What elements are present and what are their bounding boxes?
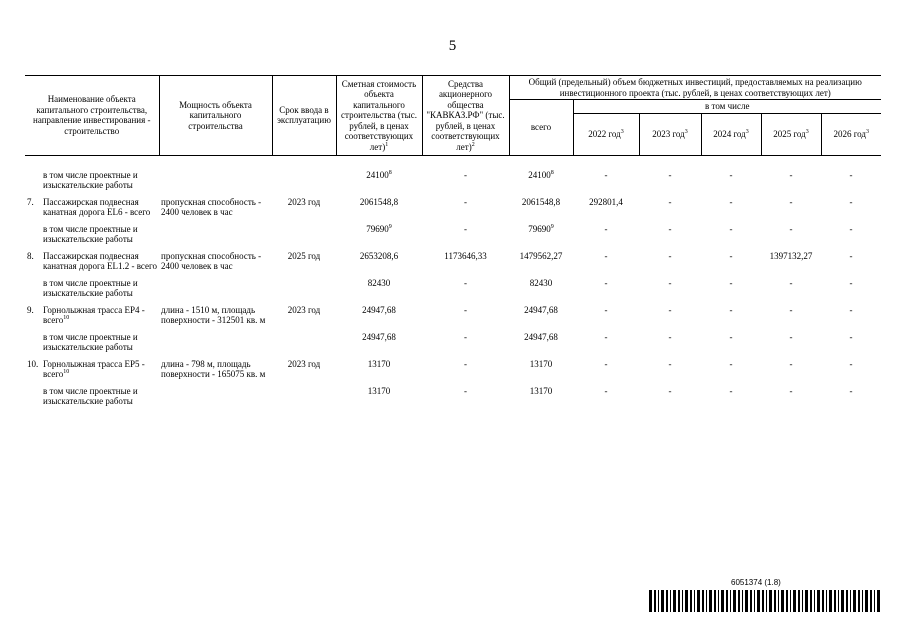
row-2022: - (604, 277, 608, 288)
row-number (25, 330, 41, 357)
header-capacity: Мощность объекта капитального строительства (159, 76, 272, 156)
row-funds: - (464, 358, 467, 369)
header-name: Наименование объекта капитального строительства, направление инвестирования - строительство (25, 76, 159, 156)
row-2024: - (729, 385, 733, 396)
row-2024: - (729, 331, 733, 342)
row-name: в том числе проектные и изыскательские работы (43, 223, 138, 244)
row-total: 82430 (529, 277, 553, 288)
row-2022: - (604, 358, 608, 369)
table-row (25, 155, 881, 195)
table-row (25, 384, 881, 411)
header-total-group: Общий (предельный) объем бюджетных инвестиций, предоставляемых на реализацию инвестиционного проекта (тыс. рублей, в ценах соответствующих лет) (509, 76, 881, 100)
header-incl: в том числе (573, 100, 881, 114)
row-capacity (159, 384, 272, 411)
row-2026: - (849, 385, 853, 396)
row-total: 13170 (529, 385, 553, 396)
row-2026: - (849, 358, 853, 369)
row-total: 13170 (529, 358, 553, 369)
row-2025: - (789, 277, 793, 288)
row-2023: - (668, 196, 672, 207)
row-2025: - (789, 304, 793, 315)
row-2024: - (729, 304, 733, 315)
header-year: 2022 год$^3$ (573, 113, 639, 155)
row-capacity (159, 330, 272, 357)
row-2023: - (668, 358, 672, 369)
row-term (272, 384, 336, 411)
barcode (649, 590, 881, 612)
row-2022: - (604, 250, 608, 261)
page-number: 5 (448, 38, 457, 54)
row-cost: 24100$^8$ (366, 169, 392, 180)
table-row (25, 330, 881, 357)
barcode-label: 6051374 (1.8) (731, 578, 781, 587)
row-funds: - (464, 169, 467, 180)
row-total: 24947,68 (524, 304, 558, 315)
row-term: 2023 год (287, 358, 321, 369)
row-2025: 1397132,27 (769, 250, 813, 261)
row-2025: - (789, 331, 793, 342)
row-number: 10. (27, 358, 39, 369)
row-number (25, 276, 41, 303)
table-row (25, 249, 881, 276)
row-2026: - (849, 169, 853, 180)
investment-table (25, 75, 881, 411)
row-2023: - (668, 304, 672, 315)
row-capacity: пропускная способность - 2400 человек в час (161, 250, 262, 271)
row-cost: 24947,68 (362, 331, 396, 342)
row-capacity (159, 155, 272, 195)
row-name: Горнолыжная трасса EP4 - всего$^{10}$ (43, 304, 145, 325)
row-total: 24947,68 (524, 331, 558, 342)
row-cost: 2061548,8 (359, 196, 399, 207)
row-term: 2023 год (287, 196, 321, 207)
row-2026: - (849, 277, 853, 288)
row-funds: - (464, 385, 467, 396)
header-funds: Средства акционерного общества "КАВКАЗ.РФ" (тыс. рублей, в ценах соответствующих лет)$^2$ (422, 76, 509, 156)
row-number (25, 155, 41, 195)
row-number: 7. (27, 196, 34, 207)
row-2026: - (849, 223, 853, 234)
row-term (272, 276, 336, 303)
header-cost: Сметная стоимость объекта капитального строительства (тыс. рублей, в ценах соответствующих лет)$^1$ (336, 76, 422, 156)
row-2026: - (849, 250, 853, 261)
row-2024: - (729, 358, 733, 369)
row-2024: - (729, 250, 733, 261)
row-2022: - (604, 331, 608, 342)
row-number: 8. (27, 250, 34, 261)
header-total: всего (509, 100, 573, 156)
table-row (25, 276, 881, 303)
table-row (25, 195, 881, 222)
row-total: 24100$^8$ (528, 169, 554, 180)
table-row (25, 303, 881, 330)
row-cost: 13170 (367, 385, 391, 396)
row-2024: - (729, 169, 733, 180)
row-capacity (159, 222, 272, 249)
row-funds: - (464, 196, 467, 207)
row-2023: - (668, 223, 672, 234)
row-capacity: длина - 1510 м, площадь поверхности - 312501 кв. м (161, 304, 266, 325)
row-2024: - (729, 277, 733, 288)
row-2023: - (668, 277, 672, 288)
row-cost: 79690$^9$ (366, 223, 392, 234)
header-year: 2023 год$^3$ (639, 113, 701, 155)
row-funds: 1173646,33 (444, 250, 487, 261)
table-row (25, 357, 881, 384)
row-2023: - (668, 169, 672, 180)
row-total: 1479562,27 (519, 250, 563, 261)
row-capacity: пропускная способность - 2400 человек в час (161, 196, 262, 217)
row-funds: - (464, 304, 467, 315)
row-name: в том числе проектные и изыскательские работы (43, 385, 138, 406)
row-2022: 292801,4 (589, 196, 623, 207)
row-term (272, 330, 336, 357)
row-name: Горнолыжная трасса EP5 - всего$^{10}$ (43, 358, 145, 379)
header-year: 2025 год$^3$ (761, 113, 821, 155)
row-2026: - (849, 196, 853, 207)
row-2023: - (668, 385, 672, 396)
row-cost: 82430 (367, 277, 391, 288)
row-number: 9. (27, 304, 34, 315)
row-name: Пассажирская подвесная канатная дорога EL6 - всего (43, 196, 151, 217)
table-row (25, 222, 881, 249)
row-2022: - (604, 223, 608, 234)
row-name: в том числе проектные и изыскательские работы (43, 169, 138, 190)
header-year: 2026 год$^3$ (821, 113, 881, 155)
row-cost: 24947,68 (362, 304, 396, 315)
row-2025: - (789, 358, 793, 369)
row-capacity (159, 276, 272, 303)
row-term (272, 222, 336, 249)
row-cost: 2653208,6 (359, 250, 399, 261)
row-2025: - (789, 169, 793, 180)
row-capacity: длина - 798 м, площадь поверхности - 165075 кв. м (161, 358, 266, 379)
row-name: в том числе проектные и изыскательские работы (43, 331, 138, 352)
row-term: 2025 год (287, 250, 321, 261)
row-2026: - (849, 331, 853, 342)
header-year: 2024 год$^3$ (701, 113, 761, 155)
row-2024: - (729, 223, 733, 234)
row-2024: - (729, 196, 733, 207)
row-funds: - (464, 331, 467, 342)
row-2025: - (789, 196, 793, 207)
row-name: в том числе проектные и изыскательские работы (43, 277, 138, 298)
row-2022: - (604, 169, 608, 180)
row-2022: - (604, 385, 608, 396)
row-number (25, 222, 41, 249)
row-2022: - (604, 304, 608, 315)
row-2023: - (668, 250, 672, 261)
row-term: 2023 год (287, 304, 321, 315)
row-term (272, 155, 336, 195)
row-total: 79690$^9$ (528, 223, 554, 234)
row-name: Пассажирская подвесная канатная дорога EL1.2 - всего (43, 250, 157, 271)
row-2023: - (668, 331, 672, 342)
row-2025: - (789, 223, 793, 234)
row-cost: 13170 (367, 358, 391, 369)
row-funds: - (464, 223, 467, 234)
row-number (25, 384, 41, 411)
header-term: Срок ввода в эксплуатацию (272, 76, 336, 156)
row-total: 2061548,8 (521, 196, 561, 207)
row-2025: - (789, 385, 793, 396)
row-2026: - (849, 304, 853, 315)
row-funds: - (464, 277, 467, 288)
